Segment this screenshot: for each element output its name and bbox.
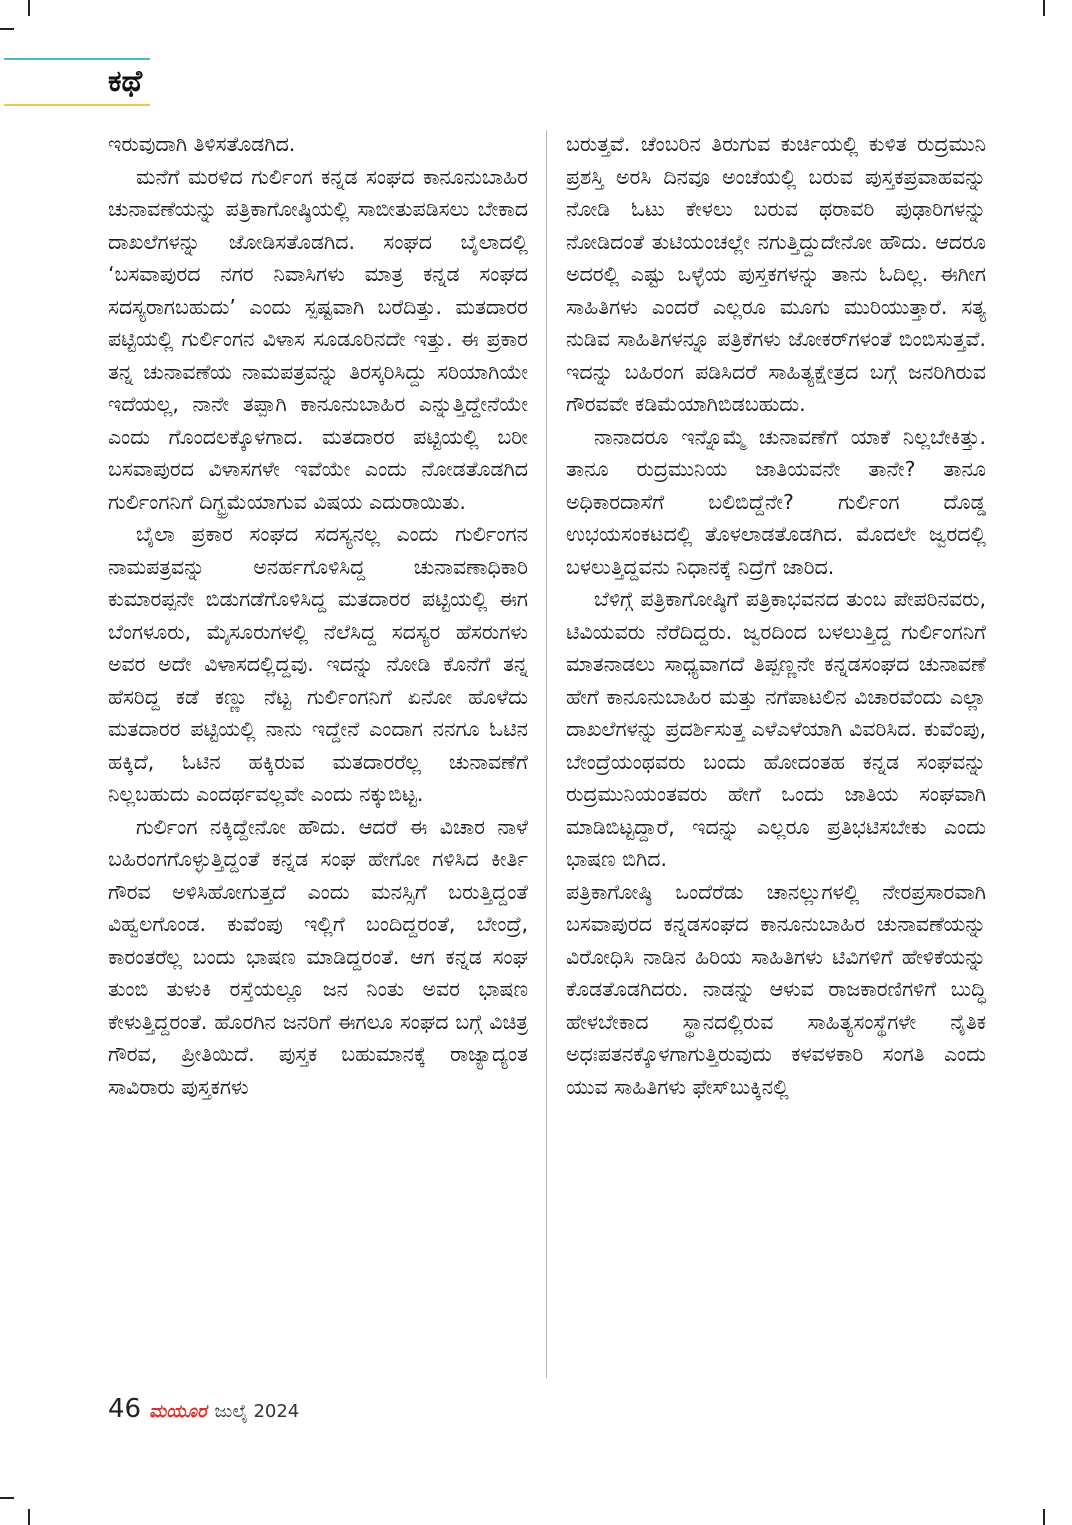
crop-mark-left-top [0,28,14,30]
article-left-column [108,128,528,1103]
article-right-column [566,128,986,1103]
page-footer [108,1394,299,1428]
crop-mark-bottom-left [28,1509,30,1525]
article-paragraph: ನಾನಾದರೂ ಇನ್ನೊಮ್ಮೆ ಚುನಾವಣೆಗೆ ಯಾಕೆ ನಿಲ್ಲಬೇಕಿತ್ತು. ತಾನೂ ರುದ್ರಮುನಿಯ ಜಾತಿಯವನೇ ತಾನೇ? ತಾನೂ ಅಧಿಕಾರದಾಸೆಗೆ ಬಲಿಬಿದ್ದೆನೇ? ಗುರ್ಲಿಂಗ ದೊಡ್ಡ ಉಭಯಸಂಕಟದಲ್ಲಿ ತೊಳಲಾಡತೊಡಗಿದ. ಮೊದಲೇ ಜ್ವರದಲ್ಲಿ ಬಳಲುತ್ತಿದ್ದವನು ನಿಧಾನಕ್ಕೆ ನಿದ್ರೆಗೆ ಜಾರಿದ. [566,424,986,579]
article-paragraph: ಮನೆಗೆ ಮರಳಿದ ಗುರ್ಲಿಂಗ ಕನ್ನಡ ಸಂಘದ ಕಾನೂನುಬಾಹಿರ ಚುನಾವಣೆಯನ್ನು ಪತ್ರಿಕಾಗೋಷ್ಠಿಯಲ್ಲಿ ಸಾಬೀತುಪಡಿಸಲು ಬೇಕಾದ ದಾಖಲೆಗಳನ್ನು ಜೋಡಿಸತೊಡಗಿದ. ಸಂಘದ ಬೈಲಾದಲ್ಲಿ ‘ಬಸವಾಪುರದ ನಗರ ನಿವಾಸಿಗಳು ಮಾತ್ರ ಕನ್ನಡ ಸಂಘದ ಸದಸ್ಯರಾಗಬಹುದು’ ಎಂದು ಸ್ಪಷ್ಟವಾಗಿ ಬರೆದಿತ್ತು. ಮತದಾರರ ಪಟ್ಟಿಯಲ್ಲಿ ಗುರ್ಲಿಂಗನ ವಿಳಾಸ ಸೂಡೂರಿನದೇ ಇತ್ತು. ಈ ಪ್ರಕಾರ ತನ್ನ ಚುನಾವಣೆಯ ನಾಮಪತ್ರವನ್ನು ತಿರಸ್ಕರಿಸಿದ್ದು ಸರಿಯಾಗಿಯೇ ಇದೆಯಲ್ಲ, ನಾನೇ ತಪ್ಪಾಗಿ ಕಾನೂನುಬಾಹಿರ ಎನ್ನುತ್ತಿದ್ದೇನೆಯೇ ಎಂದು ಗೊಂದಲಕ್ಕೊಳಗಾದ. ಮತದಾರರ ಪಟ್ಟಿಯಲ್ಲಿ ಬರೀ ಬಸವಾಪುರದ ವಿಳಾಸಗಳೇ ಇವೆಯೇ ಎಂದು ನೋಡತೊಡಗಿದ ಗುರ್ಲಿಂಗನಿಗೆ ದಿಗ್ಭ್ರಮೆಯಾಗುವ ವಿಷಯ ಎದುರಾಯಿತು. [108,164,528,514]
section-rule-bottom [4,104,150,106]
magazine-logo: ಮಯೂರ [149,1401,207,1422]
article-paragraph: ಬರುತ್ತವೆ. ಚೆಂಬರಿನ ತಿರುಗುವ ಕುರ್ಚಿಯಲ್ಲಿ ಕುಳಿತ ರುದ್ರಮುನಿ ಪ್ರಶಸ್ತಿ ಅರಸಿ ದಿನವೂ ಅಂಚೆಯಲ್ಲಿ ಬರುವ ಪುಸ್ತಕಪ್ರವಾಹವನ್ನು ನೋಡಿ ಓಟು ಕೇಳಲು ಬರುವ ಥರಾವರಿ ಪುಢಾರಿಗಳನ್ನು ನೋಡಿದಂತೆ ತುಟಿಯಂಚಲ್ಲೇ ನಗುತ್ತಿದ್ದುದೇನೋ ಹೌದು. ಆದರೂ ಅದರಲ್ಲಿ ಎಷ್ಟು ಒಳ್ಳೆಯ ಪುಸ್ತಕಗಳನ್ನು ತಾನು ಓದಿಲ್ಲ. ಈಗೀಗ ಸಾಹಿತಿಗಳು ಎಂದರೆ ಎಲ್ಲರೂ ಮೂಗು ಮುರಿಯುತ್ತಾರೆ. ಸತ್ಯ ನುಡಿವ ಸಾಹಿತಿಗಳನ್ನೂ ಪತ್ರಿಕೆಗಳು ಜೋಕರ್‌ಗಳಂತೆ ಬಿಂಬಿಸುತ್ತವೆ. ಇದನ್ನು ಬಹಿರಂಗ ಪಡಿಸಿದರೆ ಸಾಹಿತ್ಯಕ್ಷೇತ್ರದ ಬಗ್ಗೆ ಜನರಿಗಿರುವ ಗೌರವವೇ ಕಡಿಮೆಯಾಗಿಬಿಡಬಹುದು. [566,132,986,416]
article-paragraph: ಪತ್ರಿಕಾಗೋಷ್ಠಿ ಒಂದೆರೆಡು ಚಾನಲ್ಲುಗಳಲ್ಲಿ ನೇರಪ್ರಸಾರವಾಗಿ ಬಸವಾಪುರದ ಕನ್ನಡಸಂಘದ ಕಾನೂನುಬಾಹಿರ ಚುನಾವಣೆಯನ್ನು ವಿರೋಧಿಸಿ ನಾಡಿನ ಹಿರಿಯ ಸಾಹಿತಿಗಳು ಟಿವಿಗಳಿಗೆ ಹೇಳಿಕೆಯನ್ನು ಕೊಡತೊಡಗಿದರು. ನಾಡನ್ನು ಆಳುವ ರಾಜಕಾರಣಿಗಳಿಗೆ ಬುದ್ಧಿ ಹೇಳಬೇಕಾದ ಸ್ಥಾನದಲ್ಲಿರುವ ಸಾಹಿತ್ಯಸಂಸ್ಥೆಗಳೇ ನೈತಿಕ ಅಧಃಪತನಕ್ಕೊಳಗಾಗುತ್ತಿರುವುದು ಕಳವಳಕಾರಿ ಸಂಗತಿ ಎಂದು ಯುವ ಸಾಹಿತಿಗಳು ಫೇಸ್‌ಬುಕ್ಕಿನಲ್ಲಿ [566,879,986,1099]
section-rule-top [4,58,150,60]
crop-mark-left-bottom [0,1497,14,1499]
article-paragraph: ಗುರ್ಲಿಂಗ ನಕ್ಕಿದ್ದೇನೋ ಹೌದು. ಆದರೆ ಈ ವಿಚಾರ ನಾಳೆ ಬಹಿರಂಗಗೊಳ್ಳುತ್ತಿದ್ದಂತೆ ಕನ್ನಡ ಸಂಘ ಹೇಗೋ ಗಳಿಸಿದ ಕೀರ್ತಿ ಗೌರವ ಅಳಿಸಿಹೋಗುತ್ತದೆ ಎಂದು ಮನಸ್ಸಿಗೆ ಬರುತ್ತಿದ್ದಂತೆ ವಿಹ್ವಲಗೊಂಡ. ಕುವೆಂಪು ಇಲ್ಲಿಗೆ ಬಂದಿದ್ದರಂತೆ, ಬೇಂದ್ರೆ, ಕಾರಂತರೆಲ್ಲ ಬಂದು ಭಾಷಣ ಮಾಡಿದ್ದರಂತೆ. ಆಗ ಕನ್ನಡ ಸಂಘ ತುಂಬಿ ತುಳುಕಿ ರಸ್ತೆಯಲ್ಲೂ ಜನ ನಿಂತು ಅವರ ಭಾಷಣ ಕೇಳುತ್ತಿದ್ದರಂತೆ. ಹೊರಗಿನ ಜನರಿಗೆ ಈಗಲೂ ಸಂಘದ ಬಗ್ಗೆ ವಿಚಿತ್ರ ಗೌರವ, ಪ್ರೀತಿಯಿದೆ. ಪುಸ್ತಕ ಬಹುಮಾನಕ್ಕೆ ರಾಜ್ಯಾದ್ಯಂತ ಸಾವಿರಾರು ಪುಸ್ತಕಗಳು [108,814,528,1099]
article-paragraph: ಬೈಲಾ ಪ್ರಕಾರ ಸಂಘದ ಸದಸ್ಯನಲ್ಲ ಎಂದು ಗುರ್ಲಿಂಗನ ನಾಮಪತ್ರವನ್ನು ಅನರ್ಹಗೊಳಿಸಿದ್ದ ಚುನಾವಣಾಧಿಕಾರಿ ಕುಮಾರಪ್ಪನೇ ಬಿಡುಗಡೆಗೊಳಿಸಿದ್ದ ಮತದಾರರ ಪಟ್ಟಿಯಲ್ಲಿ ಈಗ ಬೆಂಗಳೂರು, ಮೈಸೂರುಗಳಲ್ಲಿ ನೆಲೆಸಿದ್ದ ಸದಸ್ಯರ ಹೆಸರುಗಳು ಅವರ ಅದೇ ವಿಳಾಸದಲ್ಲಿದ್ದವು. ಇದನ್ನು ನೋಡಿ ಕೊನೆಗೆ ತನ್ನ ಹೆಸರಿದ್ದ ಕಡೆ ಕಣ್ಣು ನೆಟ್ಟ ಗುರ್ಲಿಂಗನಿಗೆ ಏನೋ ಹೊಳೆದು ಮತದಾರರ ಪಟ್ಟಿಯಲ್ಲಿ ನಾನು ಇದ್ದೇನೆ ಎಂದಾಗ ನನಗೂ ಓಟಿನ ಹಕ್ಕಿದೆ, ಓಟಿನ ಹಕ್ಕಿರುವ ಮತದಾರರೆಲ್ಲ ಚುನಾವಣೆಗೆ ನಿಲ್ಲಬಹುದು ಎಂದರ್ಥವಲ್ಲವೇ ಎಂದು ನಕ್ಕುಬಿಟ್ಟ. [108,522,528,806]
page-number: 46 [108,1394,142,1424]
crop-mark-top-right [1043,0,1045,16]
column-divider [546,130,547,1378]
article-paragraph: ಇರುವುದಾಗಿ ತಿಳಿಸತೊಡಗಿದ. [108,132,296,156]
issue-date: ಜುಲೈ 2024 [214,1401,300,1422]
crop-mark-top-left [28,0,30,16]
article-paragraph: ಬೆಳಿಗ್ಗೆ ಪತ್ರಿಕಾಗೋಷ್ಠಿಗೆ ಪತ್ರಿಕಾಭವನದ ತುಂಬ ಪೇಪರಿನವರು, ಟಿವಿಯವರು ನೆರೆದಿದ್ದರು. ಜ್ವರದಿಂದ ಬಳಲುತ್ತಿದ್ದ ಗುರ್ಲಿಂಗನಿಗೆ ಮಾತನಾಡಲು ಸಾಧ್ಯವಾಗದೆ ತಿಪ್ಪಣ್ಣನೇ ಕನ್ನಡಸಂಘದ ಚುನಾವಣೆ ಹೇಗೆ ಕಾನೂನುಬಾಹಿರ ಮತ್ತು ನಗೆಪಾಟಲಿನ ವಿಚಾರವೆಂದು ಎಲ್ಲಾ ದಾಖಲೆಗಳನ್ನು ಪ್ರದರ್ಶಿಸುತ್ತ ಎಳೆಎಳೆಯಾಗಿ ವಿವರಿಸಿದ. ಕುವೆಂಪು, ಬೇಂದ್ರೆಯಂಥವರು ಬಂದು ಹೋದಂತಹ ಕನ್ನಡ ಸಂಘವನ್ನು ರುದ್ರಮುನಿಯಂತವರು ಹೇಗೆ ಒಂದು ಜಾತಿಯ ಸಂಘವಾಗಿ ಮಾಡಿಬಿಟ್ಟದ್ದಾರೆ, ಇದನ್ನು ಎಲ್ಲರೂ ಪ್ರತಿಭಟಿಸಬೇಕು ಎಂದು ಭಾಷಣ ಬಿಗಿದ. [566,587,986,871]
crop-mark-bottom-right [1043,1509,1045,1525]
section-title: ಕಥೆ [108,64,143,99]
